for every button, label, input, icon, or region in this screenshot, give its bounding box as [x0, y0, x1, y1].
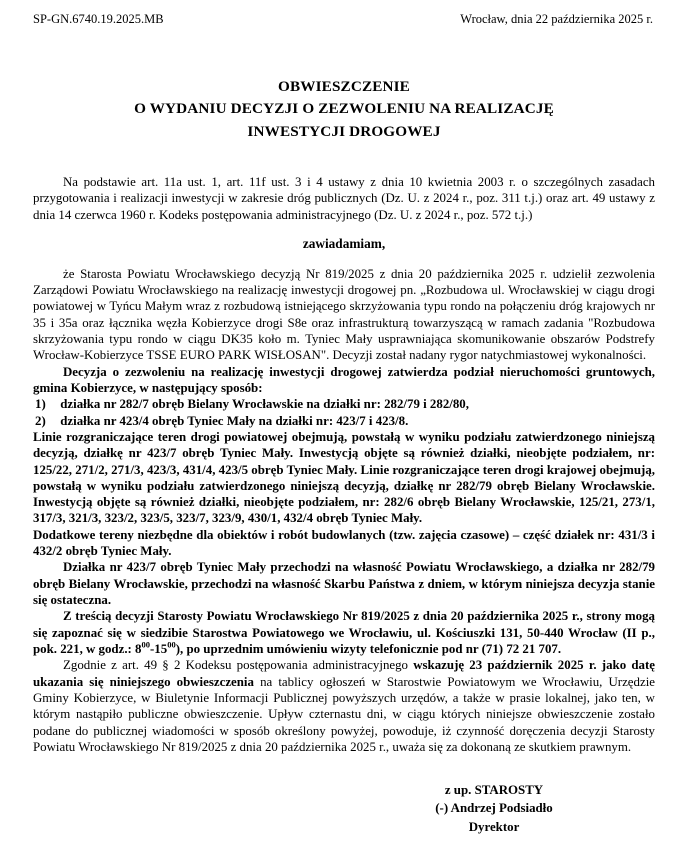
division-intro-paragraph: Decyzja o zezwoleniu na realizację inwestycji drogowej zatwierdza podział nieruchomości gruntowych, gmina Kobierzyce, w następujący sposób:	[33, 364, 655, 395]
inspection-text-part-2: ), po uprzednim umówieniu wizyty telefonicznie pod nr (71) 72 21 707.	[175, 641, 562, 656]
place-and-date: Wrocław, dnia 22 października 2025 r.	[460, 12, 653, 26]
parcel-division-list	[33, 396, 655, 429]
inspection-details-paragraph	[33, 608, 655, 657]
temporary-occupation-paragraph: Dodatkowe tereny niezbędne dla obiektów i robót budowlanych (tzw. zajęcia czasowe) – część działek nr: 431/3 i 432/2 obręb Tyniec Mały.	[33, 527, 655, 559]
list-item: 1) działka nr 282/7 obręb Bielany Wrocławskie na działki nr: 282/79 i 282/80,	[35, 397, 469, 412]
notification-keyword: zawiadamiam,	[302, 235, 386, 251]
case-number: SP-GN.6740.19.2025.MB	[33, 12, 164, 26]
inspection-hour-dash: -15	[150, 641, 168, 656]
signatory-title: Dyrektor	[468, 819, 520, 834]
publication-effect-paragraph	[33, 657, 655, 755]
document-title	[33, 76, 655, 144]
document-header	[33, 12, 655, 28]
list-item: 2) działka nr 423/4 obręb Tyniec Mały na działki nr: 423/7 i 423/8.	[35, 413, 409, 428]
signature-block	[33, 781, 655, 836]
ownership-transfer-paragraph: Działka nr 423/7 obręb Tyniec Mały przechodzi na własność Powiatu Wrocławskiego, a działka nr 282/79 obręb Bielany Wrocławskie, przechodzi na własność Skarbu Państwa z dniem, w którym niniejsza decyzja stanie się ostateczna.	[33, 560, 655, 608]
title-line-3: INWESTYCJI DROGOWEJ	[247, 123, 441, 141]
publication-date-emphasis: wskazuję 23 październik 2025 r. jako datę ukazania się niniejszego obwieszczenia	[33, 658, 656, 689]
opening-hour-superscript: 00	[141, 639, 151, 650]
signature-role-prefix: z up. STAROSTY	[444, 783, 544, 798]
inspection-text-part-1: Z treścią decyzji Starosty Powiatu Wrocławskiego Nr 819/2025 z dnia 20 października 2025 r., strony mogą się zapoznać się w siedzibie Starostwa Powiatowego we Wrocławiu, ul. Kościuszki 131, 50-440 Wrocław (II p., pok. 221, w godz.: 8	[33, 609, 655, 656]
boundary-lines-paragraph: Linie rozgraniczające teren drogi powiatowej obejmują, powstałą w wyniku podziału zatwierdzonego niniejszą decyzją, działkę nr 423/7 obręb Tyniec Mały. Inwestycją objęte są również działki, nieobjęte podziałem, nr: 125/22, 271/2, 271/3, 423/3, 431/4, 423/5 obręb Tyniec Mały. Linie rozgraniczające teren drogi krajowej obejmują, powstałą w wyniku podziału zatwierdzonego niniejszą decyzją, działkę nr 282/79 obręb Bielany Wrocławskie. Inwestycją objęte są również działki, nieobjęte podziałem, nr: 282/6 obręb Bielany Wrocławskie, 125/21, 273/1, 317/3, 321/3, 323/2, 323/5, 323/7, 323/9, 430/1, 432/4 obręb Tyniec Mały.	[33, 429, 655, 526]
signatory-name: (-) Andrzej Podsiadło	[435, 801, 553, 816]
legal-basis-paragraph: Na podstawie art. 11a ust. 1, art. 11f ust. 3 i 4 ustawy z dnia 10 kwietnia 2003 r. o szczególnych zasadach przygotowania i realizacji inwestycji w zakresie dróg publicznych (Dz. U. z 2024 r., poz. 311 t.j.) oraz art. 49 ustawy z dnia 14 czerwca 1960 r. Kodeks postępowania administracyjnego (Dz. U. z 2024 r., poz. 572 t.j.)	[33, 175, 655, 222]
decision-paragraph: że Starosta Powiatu Wrocławskiego decyzją Nr 819/2025 z dnia 20 października 2025 r. udzielił zezwolenia Zarządowi Powiatu Wrocławskiego na realizację inwestycji drogowej pn. „Rozbudowa ul. Wrocławskiej w ciągu drogi powiatowej w Tyńcu Małym wraz z rozbudową istniejącego skrzyżowania typu rondo na połączeniu dróg krajowych nr 35 i 35a oraz łącznika węzła Kobierzyce drogi S8e oraz infrastrukturą towarzyszącą w ramach zadania "Rozbudowa skrzyżowania typu rondo w ciągu DK35 koło m. Tyniec Mały usprawniająca skomunikowanie obszarów Podstrefy Wrocław-Kobierzyce TSSE EURO PARK WISŁOSAN". Decyzji został nadany rygor natychmiastowej wykonalności.	[33, 266, 655, 363]
title-line-2: O WYDANIU DECYZJI O ZEZWOLENIU NA REALIZACJĘ	[134, 100, 554, 118]
closing-hour-superscript: 00	[167, 639, 176, 650]
document-body	[33, 174, 655, 755]
list-item-text: działka nr 423/4 obręb Tyniec Mały na działki nr: 423/7 i 423/8.	[60, 413, 409, 428]
final-text-part-1: Zgodnie z art. 49 § 2 Kodeksu postępowania administracyjnego	[63, 658, 414, 673]
final-text-part-2: na tablicy ogłoszeń w Starostwie Powiatowym we Wrocławiu, Urzędzie Gminy Kobierzyce, w Biuletynie Informacji Publicznej powyższych urzędów, a także w prasie lokalnej, jako ten, w którym nastąpiło publiczne obwieszczenie. Upływ czternastu dni, w ciągu których niniejsze obwieszczenie zostało podane do publicznej wiadomości w sposób określony powyżej, powoduje, iż czynność doręczenia decyzji Starosty Powiatu Wrocławskiego Nr 819/2025 z dnia 20 października 2025 r., uważa się za dokonaną ze skutkiem prawnym.	[33, 674, 655, 754]
title-line-1: OBWIESZCZENIE	[278, 77, 410, 95]
list-item-text: działka nr 282/7 obręb Bielany Wrocławskie na działki nr: 282/79 i 282/80,	[60, 397, 469, 412]
